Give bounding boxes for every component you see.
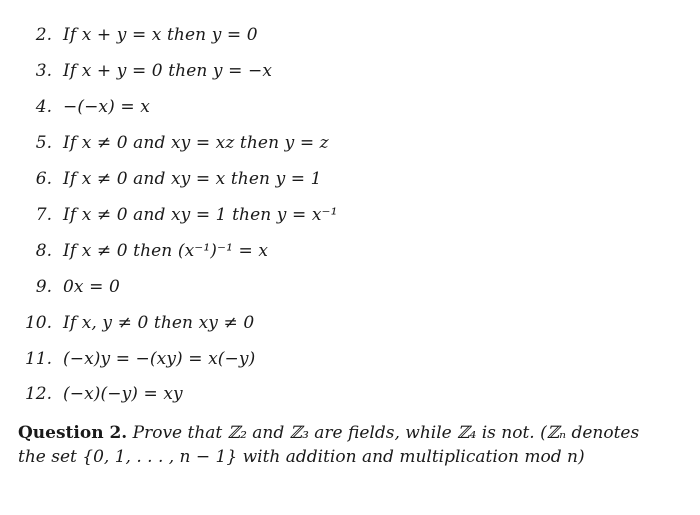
item-number: 5. bbox=[35, 133, 52, 153]
item-statement: 0x = 0 bbox=[63, 277, 120, 297]
item-statement: If x ≠ 0 and xy = 1 then y = x⁻¹ bbox=[63, 205, 338, 225]
item-statement: If x ≠ 0 and xy = x then y = 1 bbox=[63, 169, 322, 189]
item-statement: If x ≠ 0 then (x⁻¹)⁻¹ = x bbox=[63, 241, 269, 261]
item-statement: If x ≠ 0 and xy = xz then y = z bbox=[63, 133, 329, 153]
item-number: 6. bbox=[35, 169, 52, 189]
item-statement: If x + y = 0 then y = −x bbox=[63, 61, 273, 81]
item-number: 11. bbox=[24, 349, 52, 369]
item-number: 3. bbox=[35, 61, 52, 81]
item-number: 7. bbox=[35, 205, 52, 225]
item-statement: (−x)y = −(xy) = x(−y) bbox=[63, 349, 256, 369]
item-number: 2. bbox=[35, 25, 52, 45]
question-label: Question 2. bbox=[18, 423, 128, 443]
item-number: 10. bbox=[24, 313, 52, 333]
item-statement: −(−x) = x bbox=[63, 97, 150, 117]
item-number: 9. bbox=[35, 277, 52, 297]
item-number: 4. bbox=[35, 97, 52, 117]
question-text: Prove that ℤ₂ and ℤ₃ are fields, while ℤ₄ is not. (ℤₙ denotes the set {0, 1, . . . , n − 1} with addition and multiplication mod n) bbox=[18, 423, 640, 467]
item-statement: If x, y ≠ 0 then xy ≠ 0 bbox=[63, 313, 255, 333]
item-number: 12. bbox=[24, 384, 52, 404]
item-number: 8. bbox=[35, 241, 52, 261]
question-paragraph bbox=[18, 421, 658, 469]
item-statement: If x + y = x then y = 0 bbox=[63, 25, 258, 45]
item-statement: (−x)(−y) = xy bbox=[63, 384, 183, 404]
